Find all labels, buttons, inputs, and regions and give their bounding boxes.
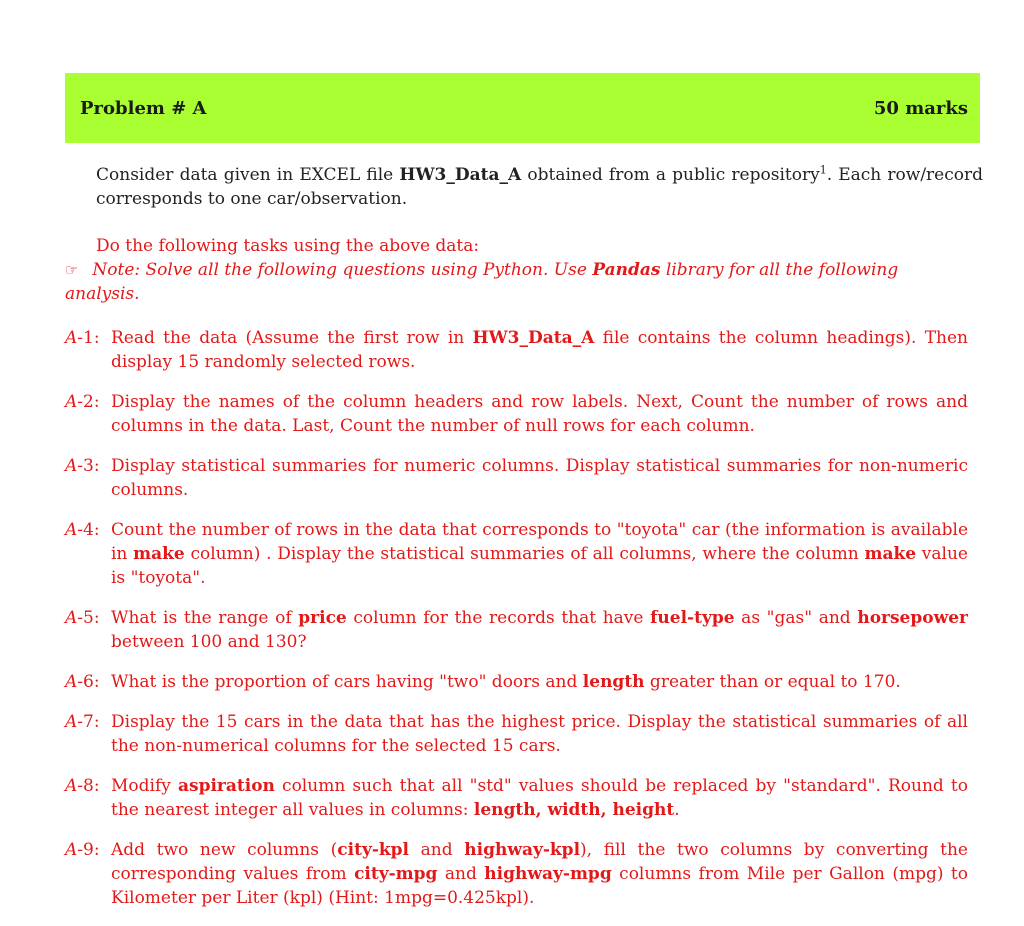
intro-paragraph xyxy=(65,163,983,211)
task-item-a1: A-1: Read the data (Assume the first row in HW3_Data_A file contains the column headings). Then display 15 randomly selected rows. xyxy=(65,328,968,372)
task-item-a9: A-9: Add two new columns (city-kpl and highway-kpl), fill the two columns by converting the corresponding values from city-mpg and highway-mpg columns from Mile per Gallon (mpg) to Kilometer per Liter (kpl) (Hint: 1mpg=0.425kpl). xyxy=(65,840,968,908)
problem-header xyxy=(65,73,980,143)
task-lead: Do the following tasks using the above data: xyxy=(96,236,480,256)
intro-filename: HW3_Data_A xyxy=(399,165,522,185)
task-item-a5: A-5: What is the range of price column for the records that have fuel-type as "gas" and horsepower between 100 and 130? xyxy=(65,608,969,652)
note-text xyxy=(65,258,968,306)
footnote-marker[interactable]: 1 xyxy=(819,163,827,177)
task-item-a7: A-7: Display the 15 cars in the data that has the highest price. Display the statistical summaries of all the non-numerical columns for the selected 15 cars. xyxy=(65,712,968,756)
task-number: A-5: xyxy=(65,608,100,628)
note-text-1: Note: Solve all the following questions using Python. Use xyxy=(87,260,593,280)
task-number: A-7: xyxy=(65,712,100,732)
task-item-a6: A-6: What is the proportion of cars having "two" doors and length greater than or equal to 170. xyxy=(65,672,901,692)
task-number: A-6: xyxy=(65,672,100,692)
task-item-a3: A-3: Display statistical summaries for numeric columns. Display statistical summaries for non-numeric columns. xyxy=(65,456,968,500)
problem-marks: 50 marks xyxy=(873,97,968,119)
intro-text-3: . Each row/record corresponds to one car/observation. xyxy=(96,165,984,209)
task-number: A-4: xyxy=(65,520,100,540)
task-instructions xyxy=(65,234,968,306)
task-number: A-2: xyxy=(65,392,100,412)
task-item-a8: A-8: Modify aspiration column such that all "std" values should be replaced by "standard". Round to the nearest integer all values in columns: length, width, height. xyxy=(65,776,968,820)
task-number: A-8: xyxy=(65,776,100,796)
problem-title: Problem # A xyxy=(80,97,207,119)
note-text-2: library for all the following analysis. xyxy=(65,260,899,304)
task-item-a4: A-4: Count the number of rows in the data that corresponds to "toyota" car (the information is available in make column) . Display the statistical summaries of all columns, where the column make value is "toyota". xyxy=(65,520,968,588)
task-number: A-1: xyxy=(65,328,100,348)
task-item-a2: A-2: Display the names of the column headers and row labels. Next, Count the number of rows and columns in the data. Last, Count the number of null rows for each column. xyxy=(65,392,968,436)
intro-text-2: obtained from a public repository xyxy=(521,165,820,185)
task-number: A-9: xyxy=(65,840,100,860)
intro-text-1: Consider data given in EXCEL file xyxy=(96,165,400,185)
task-list xyxy=(65,326,968,926)
pointing-hand-icon: ☞ xyxy=(65,261,79,279)
note-pandas: Pandas xyxy=(592,260,661,280)
task-number: A-3: xyxy=(65,456,100,476)
